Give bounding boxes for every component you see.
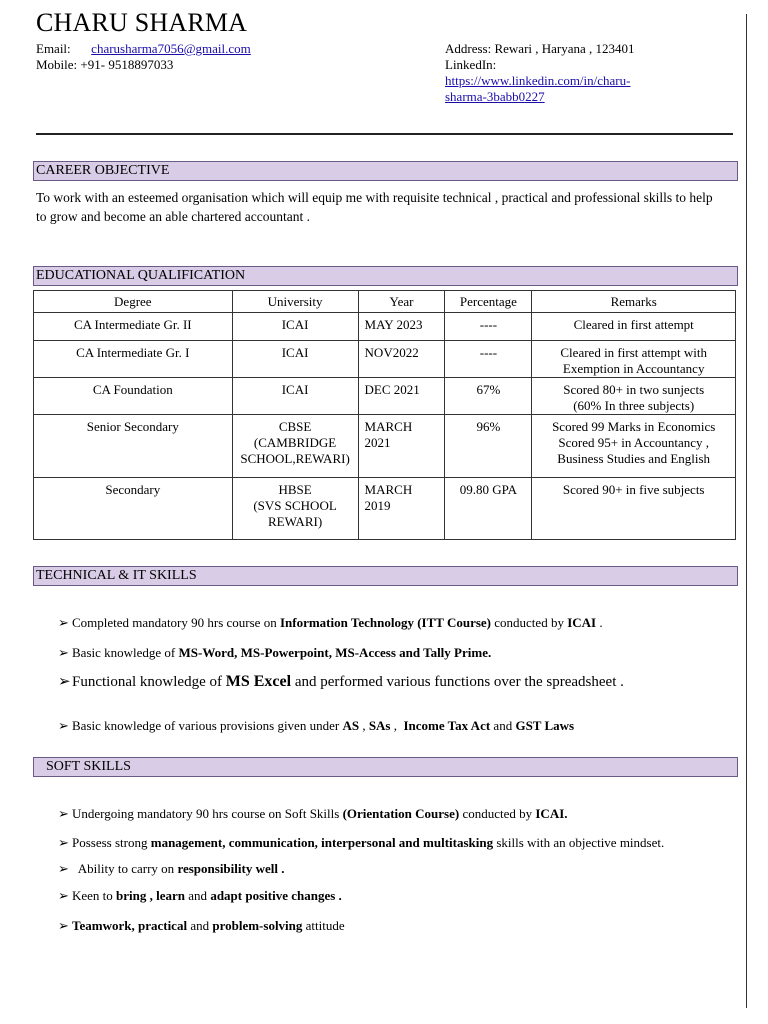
cell-university-line: REWARI) bbox=[267, 514, 323, 529]
soft-skill-text: and bbox=[187, 918, 213, 933]
career-objective-text bbox=[36, 188, 736, 226]
cell-remarks-line: Exemption in Accountancy bbox=[562, 361, 705, 376]
soft-skill-text: conducted by bbox=[459, 806, 536, 821]
soft-skill-item bbox=[58, 918, 345, 934]
education-row bbox=[34, 378, 736, 415]
education-row bbox=[34, 341, 736, 378]
soft-skill-text: responsibility well . bbox=[177, 861, 285, 876]
cell-year-line: MARCH bbox=[364, 419, 413, 434]
technical-skill-text: conducted by bbox=[491, 615, 568, 630]
mobile-number: +91- 9518897033 bbox=[80, 57, 174, 72]
technical-skill-text: Basic knowledge of bbox=[72, 645, 179, 660]
education-table bbox=[33, 290, 736, 540]
soft-skill-text: (Orientation Course) bbox=[342, 806, 460, 821]
cell-remarks-line: Scored 95+ in Accountancy , bbox=[558, 435, 710, 450]
technical-skill-item bbox=[58, 674, 624, 690]
cell-percentage-line: ---- bbox=[479, 317, 498, 332]
soft-skill-item bbox=[58, 861, 284, 877]
cell-remarks bbox=[532, 415, 736, 478]
technical-skill-item bbox=[58, 615, 603, 631]
cell-university-line: (CAMBRIDGE bbox=[253, 435, 337, 450]
cell-remarks-line: Business Studies and English bbox=[557, 451, 711, 466]
technical-skill-text: , bbox=[390, 718, 404, 733]
linkedin-link[interactable] bbox=[445, 73, 630, 105]
cell-year bbox=[358, 313, 445, 341]
cell-university bbox=[232, 415, 358, 478]
technical-skill-text: Basic knowledge of various provisions given under bbox=[72, 718, 343, 733]
cell-university-line: ICAI bbox=[281, 382, 309, 397]
cell-degree-line: Secondary bbox=[105, 482, 161, 497]
cell-remarks bbox=[532, 341, 736, 378]
cell-remarks-line: Cleared in first attempt with bbox=[560, 345, 707, 360]
technical-skill-text: . bbox=[596, 615, 603, 630]
cell-university-line: HBSE bbox=[278, 482, 312, 497]
career-objective-line1: To work with an esteemed organisation which will equip me with requisite technical , practical and professional skills to help bbox=[36, 190, 713, 205]
technical-skill-text: MS Excel bbox=[225, 673, 292, 690]
section-educational-qualification: EDUCATIONAL QUALIFICATION bbox=[33, 266, 738, 286]
technical-skill-text: Completed mandatory 90 hrs course on bbox=[72, 615, 280, 630]
cell-remarks-line: Scored 80+ in two sunjects bbox=[563, 382, 705, 397]
arrow-bullet-icon: ➢ bbox=[58, 861, 69, 876]
cell-year-line: MAY 2023 bbox=[364, 317, 423, 332]
cell-percentage-line: 67% bbox=[476, 382, 501, 397]
cell-year bbox=[358, 415, 445, 478]
arrow-bullet-icon: ➢ bbox=[58, 718, 69, 733]
soft-skill-text: Keen to bbox=[72, 888, 117, 903]
soft-skill-item bbox=[58, 888, 342, 904]
resume-name: CHARU SHARMA bbox=[36, 8, 248, 37]
cell-percentage bbox=[445, 378, 532, 415]
soft-skill-text: problem-solving bbox=[212, 918, 303, 933]
cell-university bbox=[232, 341, 358, 378]
header-percentage: Percentage bbox=[445, 291, 532, 313]
cell-year-line: NOV2022 bbox=[364, 345, 419, 360]
cell-year bbox=[358, 478, 445, 540]
cell-percentage bbox=[445, 415, 532, 478]
section-career-objective: CAREER OBJECTIVE bbox=[33, 161, 738, 181]
technical-skill-text: and bbox=[490, 718, 516, 733]
cell-university-line: (SVS SCHOOL bbox=[253, 498, 337, 513]
cell-degree bbox=[34, 378, 233, 415]
cell-university-line: CBSE bbox=[278, 419, 312, 434]
cell-year-line: 2021 bbox=[364, 435, 391, 450]
arrow-bullet-icon: ➢ bbox=[58, 615, 69, 630]
cell-degree bbox=[34, 415, 233, 478]
technical-skill-text: AS bbox=[342, 718, 360, 733]
cell-year-line: 2019 bbox=[364, 498, 391, 513]
cell-remarks bbox=[532, 313, 736, 341]
cell-remarks bbox=[532, 478, 736, 540]
technical-skill-text: MS-Word, MS-Powerpoint, MS-Access and Tally Prime. bbox=[178, 645, 492, 660]
technical-skill-text: Functional knowledge of bbox=[72, 674, 226, 690]
cell-percentage bbox=[445, 478, 532, 540]
header-university: University bbox=[232, 291, 358, 313]
cell-degree-line: CA Foundation bbox=[92, 382, 173, 397]
linkedin-label: LinkedIn: bbox=[445, 57, 497, 72]
cell-percentage bbox=[445, 313, 532, 341]
cell-percentage-line: ---- bbox=[479, 345, 498, 360]
technical-skill-item bbox=[58, 645, 491, 661]
technical-skill-text: SAs bbox=[368, 718, 391, 733]
cell-year-line: MARCH bbox=[364, 482, 413, 497]
cell-remarks-line: Cleared in first attempt bbox=[573, 317, 694, 332]
technical-skill-text: and performed various functions over the spreadsheet . bbox=[291, 674, 624, 690]
education-row bbox=[34, 478, 736, 540]
arrow-bullet-icon: ➢ bbox=[58, 835, 69, 850]
technical-skill-text: GST Laws bbox=[515, 718, 575, 733]
cell-degree-line: CA Intermediate Gr. II bbox=[73, 317, 192, 332]
cell-percentage-line: 09.80 GPA bbox=[459, 482, 518, 497]
soft-skill-text: adapt positive changes . bbox=[210, 888, 342, 903]
soft-skill-item bbox=[58, 806, 568, 822]
soft-skill-text: ICAI. bbox=[535, 806, 568, 821]
soft-skill-text: management, communication, interpersonal and multitasking bbox=[150, 835, 494, 850]
header-remarks: Remarks bbox=[532, 291, 736, 313]
education-row bbox=[34, 313, 736, 341]
arrow-bullet-icon: ➢ bbox=[58, 645, 69, 660]
cell-remarks bbox=[532, 378, 736, 415]
cell-university bbox=[232, 378, 358, 415]
arrow-bullet-icon: ➢ bbox=[58, 806, 69, 821]
cell-university-line: ICAI bbox=[281, 317, 309, 332]
education-row bbox=[34, 415, 736, 478]
cell-university-line: SCHOOL,REWARI) bbox=[240, 451, 350, 466]
email-row bbox=[36, 41, 251, 57]
soft-skill-text: Possess strong bbox=[72, 835, 151, 850]
linkedin-link-line2[interactable]: sharma-3babb0227 bbox=[445, 89, 545, 104]
soft-skill-text: skills with an objective mindset. bbox=[493, 835, 665, 850]
email-label: Email: bbox=[36, 41, 71, 56]
cell-degree bbox=[34, 341, 233, 378]
soft-skill-text: attitude bbox=[302, 918, 345, 933]
soft-skill-text: bring , learn bbox=[116, 888, 186, 903]
cell-degree bbox=[34, 478, 233, 540]
cell-university bbox=[232, 313, 358, 341]
header-year: Year bbox=[358, 291, 445, 313]
cell-degree bbox=[34, 313, 233, 341]
section-technical-skills: TECHNICAL & IT SKILLS bbox=[33, 566, 738, 586]
technical-skill-text: ICAI bbox=[567, 615, 597, 630]
technical-skill-text: Income Tax Act bbox=[403, 718, 491, 733]
soft-skill-text: Undergoing mandatory 90 hrs course on Soft Skills bbox=[72, 806, 343, 821]
cell-percentage-line: 96% bbox=[476, 419, 501, 434]
career-objective-line2: to grow and become an able chartered accountant . bbox=[36, 209, 310, 224]
technical-skill-text: Information Technology (ITT Course) bbox=[279, 615, 492, 630]
technical-skill-item bbox=[58, 718, 574, 734]
cell-remarks-line: Scored 90+ in five subjects bbox=[562, 482, 705, 497]
cell-remarks-line: Scored 99 Marks in Economics bbox=[552, 419, 716, 434]
mobile-row bbox=[36, 57, 173, 73]
soft-skill-text: Ability to carry on bbox=[72, 861, 178, 876]
education-header-row bbox=[34, 291, 736, 313]
cell-percentage bbox=[445, 341, 532, 378]
technical-skill-text: , bbox=[359, 718, 369, 733]
header-divider bbox=[36, 133, 733, 135]
soft-skill-text: and bbox=[185, 888, 211, 903]
arrow-bullet-icon: ➢ bbox=[58, 918, 69, 933]
cell-degree-line: Senior Secondary bbox=[86, 419, 179, 434]
cell-year bbox=[358, 378, 445, 415]
address: Address: Rewari , Haryana , 123401 bbox=[445, 41, 635, 56]
header-degree: Degree bbox=[34, 291, 233, 313]
cell-university-line: ICAI bbox=[281, 345, 309, 360]
email-link[interactable]: charusharma7056@gmail.com bbox=[91, 41, 251, 56]
soft-skill-item bbox=[58, 835, 664, 851]
arrow-bullet-icon: ➢ bbox=[58, 888, 69, 903]
cell-degree-line: CA Intermediate Gr. I bbox=[76, 345, 190, 360]
cell-remarks-line: (60% In three subjects) bbox=[573, 398, 695, 413]
section-soft-skills: SOFT SKILLS bbox=[33, 757, 738, 777]
page-edge-line bbox=[746, 14, 747, 1008]
cell-university bbox=[232, 478, 358, 540]
soft-skill-text: Teamwork, practical bbox=[72, 918, 188, 933]
linkedin-link-line1[interactable]: https://www.linkedin.com/in/charu- bbox=[445, 73, 631, 88]
arrow-bullet-icon: ➢ bbox=[58, 674, 71, 690]
mobile-label: Mobile: bbox=[36, 57, 78, 72]
cell-year bbox=[358, 341, 445, 378]
cell-year-line: DEC 2021 bbox=[364, 382, 420, 397]
